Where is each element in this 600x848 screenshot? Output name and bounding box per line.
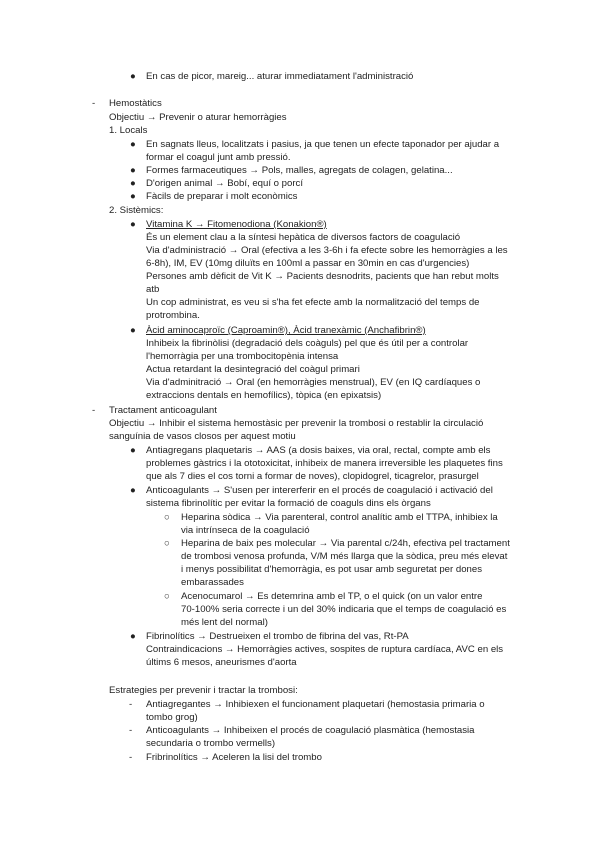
bullet-icon: ● — [130, 191, 136, 202]
bullet-icon: ● — [130, 325, 136, 336]
paragraph-line: Inhibeix la fibrinòlisi (degradació dels coàguls) pel que és útil per a controlar — [146, 338, 469, 349]
dash-marker: - — [92, 98, 96, 109]
bullet-icon: ● — [130, 631, 136, 642]
paragraph-line: extraccions dentals en hemofílics), tòpica (en epixatsis) — [146, 390, 382, 401]
bullet-icon: ● — [130, 485, 136, 496]
paragraph-line: protrombina. — [146, 310, 200, 321]
paragraph-line: Un cop administrat, es veu si s'ha fet efecte amb la normalització del temps de — [146, 297, 480, 308]
item-title: Vitamina K → Fitomenodiona (Konakion®) — [146, 219, 327, 230]
sub-item-line: embarassades — [181, 577, 244, 588]
bullet-icon: ● — [130, 165, 136, 176]
bullet-icon: ● — [130, 178, 136, 189]
item-title: Àcid aminocaproïc (Caproamin®), Àcid tranexàmic (Anchafibrin®) — [146, 325, 426, 336]
list-item-line: Contraindicacions → Hemorràgies actives, sospites de ruptura cardíaca, AVC en els — [146, 644, 504, 655]
paragraph-line: l'hemorràgia per una trombocitopènia intensa — [146, 351, 339, 362]
list-item-line: Antiagregans plaquetaris → AAS (a dosis baixes, via oral, rectal, compte amb els — [146, 445, 491, 456]
bullet-icon: ● — [130, 445, 136, 456]
list-item-line: Fribrinolítics → Aceleren la lisi del trombo — [146, 752, 322, 763]
list-item-line: secundaria o trombo vermells) — [146, 738, 276, 749]
list-item-line: Anticoagulants → Inhibeixen el procés de coagulació plasmàtica (hemostasia — [146, 725, 475, 736]
list-item-line: tombo grog) — [146, 712, 198, 723]
dash-marker: - — [129, 725, 133, 736]
paragraph-line: Actua retardant la desintegració del coàgul primari — [146, 364, 360, 375]
paragraph-line: Via d'administració → Oral (efectiva a les 3-6h i fa efecte sobre les hemorràgies a les — [146, 245, 508, 256]
objective-line: sanguínia de vasos closos per aquest motiu — [109, 431, 296, 442]
list-item-line: Antiagregantes → Inhibiexen el funcionament plaquetari (hemostasia primaria o — [146, 699, 485, 710]
section-title: Tractament anticoagulant — [109, 405, 217, 416]
list-item-line: Formes farmaceutiques → Pols, malles, agregats de colagen, gelatina... — [146, 165, 453, 176]
paragraph-line: Persones amb dèficit de Vit K → Pacients desnodrits, pacients que han rebut molts — [146, 271, 499, 282]
subsection-heading: 2. Sistèmics: — [109, 205, 164, 216]
paragraph-line: En cas de picor, mareig... aturar immediatament l'administració — [146, 71, 414, 82]
section-title: Estrategies per prevenir i tractar la trombosi: — [109, 685, 298, 696]
section-title: Hemostàtics — [109, 98, 162, 109]
list-item-line: que als 7 dies el cos torni a formar de noves), clopidogrel, ticagrelor, prasurgel — [146, 471, 479, 482]
bullet-icon: ● — [130, 139, 136, 150]
list-item-line: últims 6 mesos, aneurismes d'aorta — [146, 657, 297, 668]
circle-bullet-icon: ○ — [164, 512, 170, 523]
sub-item-line: i menys possibilitat d'hemorràgia, es pot usar amb seguretat per dones — [181, 564, 482, 575]
list-item-line: formar el coagul junt amb pressió. — [146, 152, 291, 163]
list-item-line: problemes gàstrics i la ototoxicitat, inhibeix de manera irreversible les plaquetes fins — [146, 458, 503, 469]
paragraph-line: 6-8h), IM, EV (10mg diluïts en 100ml a passar en 30min en cas d'urgencies) — [146, 258, 470, 269]
dash-marker: - — [92, 405, 96, 416]
paragraph-line: atb — [146, 284, 160, 295]
sub-item-line: de trombosi venosa profunda, V/M més llarga que la sòdica, preu més elevat — [181, 551, 508, 562]
bullet-icon: ● — [130, 219, 136, 230]
sub-item-line: 70-100% seria correcte i un del 30% indicaria que el temps de coagulació es — [181, 604, 507, 615]
sub-item-line: Heparina sòdica → Via parenteral, control analític amb el TTPA, inhibiex la — [181, 512, 498, 523]
list-item-line: Fibrinolítics → Destrueixen el trombo de fibrina del vas, Rt-PA — [146, 631, 409, 642]
list-item-line: D'origen animal → Bobí, equí o porcí — [146, 178, 304, 189]
circle-bullet-icon: ○ — [164, 591, 170, 602]
bullet-icon: ● — [130, 71, 136, 82]
sub-item-line: via intrínseca de la coagulació — [181, 525, 310, 536]
sub-item-line: més lent del normal) — [181, 617, 268, 628]
dash-marker: - — [129, 752, 133, 763]
paragraph-line: És un element clau a la síntesi hepàtica de diversos factors de coagulació — [146, 232, 461, 243]
subsection-heading: 1. Locals — [109, 125, 148, 136]
list-item-line: En sagnats lleus, localitzats i pasius, ja que tenen un efecte taponador per ajudar a — [146, 139, 500, 150]
paragraph-line: Via d'adminitració → Oral (en hemorràgies menstrual), EV (en IQ cardíaques o — [146, 377, 481, 388]
sub-item-line: Heparina de baix pes molecular → Via parental c/24h, efectiva pel tractament — [181, 538, 510, 549]
list-item-line: sistema fibrinolític per evitar la formació de coaguls dins els òrgans — [146, 498, 431, 509]
objective-line: Objectiu → Inhibir el sistema hemostàsic per prevenir la trombosi o restablir la circulació — [109, 418, 484, 429]
list-item-line: Fàcils de preparar i molt econòmics — [146, 191, 298, 202]
list-item-line: Anticoagulants → S'usen per intererferir en el procés de coagulació i activació del — [146, 485, 493, 496]
circle-bullet-icon: ○ — [164, 538, 170, 549]
dash-marker: - — [129, 699, 133, 710]
sub-item-line: Acenocumarol → Es detemrina amb el TP, o el quick (on un valor entre — [181, 591, 483, 602]
objective-line: Objectiu → Prevenir o aturar hemorràgies — [109, 112, 287, 123]
